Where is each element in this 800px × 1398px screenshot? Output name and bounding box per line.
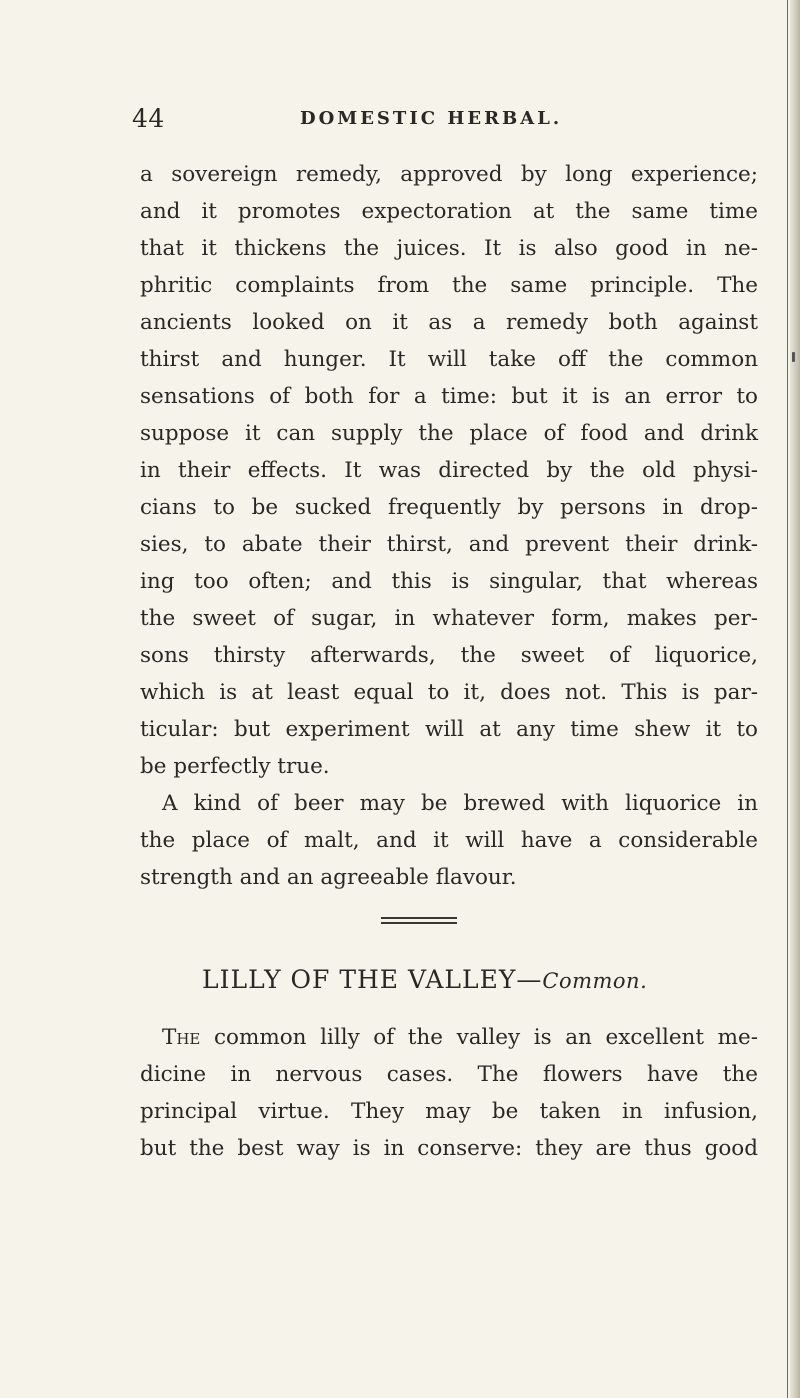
text-line: cians to be sucked frequently by persons in drop- bbox=[140, 495, 758, 520]
text-line: phritic complaints from the same principle. The bbox=[140, 273, 758, 298]
text-line: sensations of both for a time: but it is an error to bbox=[140, 384, 758, 409]
text-line: ancients looked on it as a remedy both against bbox=[140, 310, 758, 335]
text-line: strength and an agreeable flavour. bbox=[140, 865, 517, 890]
text-line: sons thirsty afterwards, the sweet of liquorice, bbox=[140, 643, 758, 668]
text-line: the place of malt, and it will have a considerable bbox=[140, 828, 758, 853]
section-title bbox=[202, 965, 762, 994]
section-title-dash: — bbox=[516, 965, 543, 994]
text-line: be perfectly true. bbox=[140, 754, 330, 779]
text-line: ing too often; and this is singular, that whereas bbox=[140, 569, 758, 594]
text-line: ticular: but experiment will at any time shew it to bbox=[140, 717, 758, 742]
text-line: which is at least equal to it, does not. This is par- bbox=[140, 680, 758, 705]
text-line: but the best way is in conserve: they are thus good bbox=[140, 1136, 758, 1161]
text-line: the sweet of sugar, in whatever form, makes per- bbox=[140, 606, 758, 631]
text-line: in their effects. It was directed by the old physi- bbox=[140, 458, 758, 483]
page-edge-line bbox=[787, 0, 788, 1398]
text-line: that it thickens the juices. It is also good in ne- bbox=[140, 236, 758, 261]
margin-mark bbox=[792, 352, 795, 362]
text-line: dicine in nervous cases. The flowers have the bbox=[140, 1062, 758, 1087]
first-line-rest: common lilly of the valley is an excellent me- bbox=[200, 1025, 758, 1050]
section-title-text: LILLY OF THE VALLEY bbox=[202, 965, 517, 994]
running-head: DOMESTIC HERBAL. bbox=[300, 108, 563, 129]
text-line: suppose it can supply the place of food and drink bbox=[140, 421, 758, 446]
text-line: a sovereign remedy, approved by long experience; bbox=[140, 162, 758, 187]
text-line bbox=[140, 1019, 758, 1056]
page-header bbox=[0, 104, 800, 140]
section-divider bbox=[381, 917, 457, 927]
text-line: and it promotes expectoration at the same time bbox=[140, 199, 758, 224]
text-line: sies, to abate their thirst, and prevent their drink- bbox=[140, 532, 758, 557]
section-text bbox=[140, 1019, 758, 1167]
page-edge bbox=[790, 0, 800, 1398]
text-line: principal virtue. They may be taken in infusion, bbox=[140, 1099, 758, 1124]
page-number: 44 bbox=[132, 104, 165, 133]
body-text bbox=[140, 156, 758, 896]
text-line: A kind of beer may be brewed with liquorice in bbox=[162, 791, 758, 816]
first-word: The bbox=[162, 1025, 201, 1050]
text-line: thirst and hunger. It will take off the common bbox=[140, 347, 758, 372]
section-subtitle: Common. bbox=[542, 969, 648, 993]
